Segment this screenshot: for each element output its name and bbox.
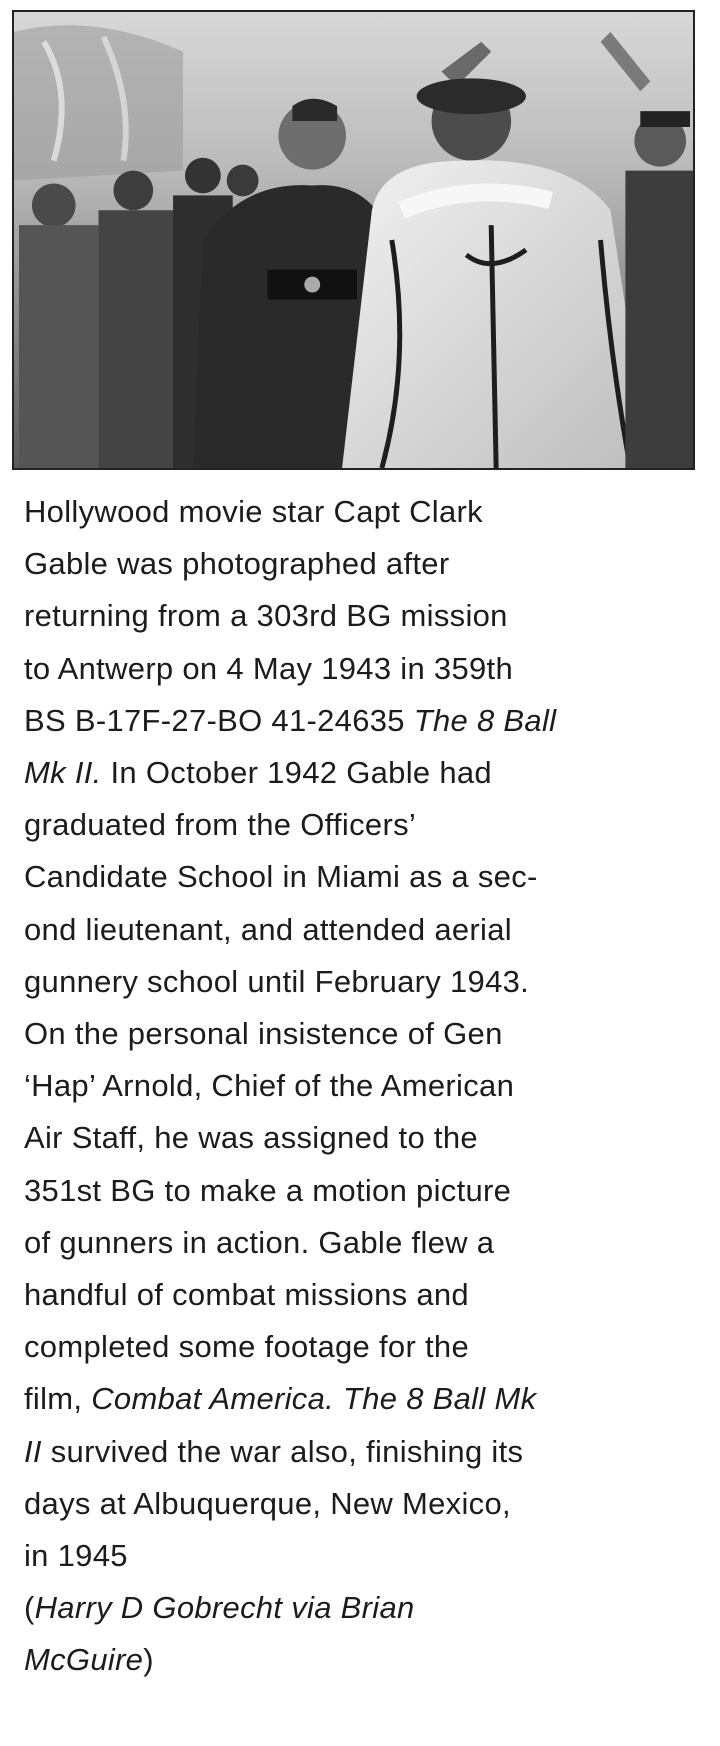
caption-line: [24, 1582, 714, 1634]
caption-line: [24, 1112, 714, 1164]
caption-text: Air Staff, he was assigned to the: [24, 1120, 478, 1156]
caption-text: ‘Hap’ Arnold, Chief of the American: [24, 1068, 515, 1104]
caption-italic-text: II: [24, 1433, 42, 1469]
caption-text: (: [24, 1590, 35, 1626]
caption-italic-text: The 8 Ball: [413, 702, 557, 738]
caption-line: [24, 1478, 714, 1530]
caption-line: [24, 538, 714, 590]
caption-text: days at Albuquerque, New Mexico,: [24, 1485, 511, 1521]
caption-text: of gunners in action. Gable flew a: [24, 1224, 495, 1260]
caption-text: Candidate School in Miami as a sec-: [24, 859, 538, 895]
caption-text: gunnery school until February 1943.: [24, 963, 530, 999]
caption-line: [24, 1530, 714, 1582]
caption-line: [24, 1165, 714, 1217]
caption-italic-text: Harry D Gobrecht via Brian: [34, 1590, 415, 1626]
caption-line: [24, 486, 714, 538]
caption-italic-text: Combat America. The 8 Ball Mk: [91, 1381, 537, 1417]
caption-italic-text: McGuire: [24, 1642, 144, 1678]
caption-line: [24, 747, 714, 799]
caption-text: completed some footage for the: [24, 1329, 469, 1365]
photo-caption: [24, 486, 714, 1687]
photo-illustration: [14, 12, 693, 468]
caption-text: film,: [24, 1381, 92, 1417]
caption-line: [24, 1373, 714, 1425]
caption-line: [24, 1217, 714, 1269]
caption-line: [24, 695, 714, 747]
caption-line: [24, 1321, 714, 1373]
caption-line: [24, 1634, 714, 1686]
caption-text: 351st BG to make a motion picture: [24, 1172, 512, 1208]
caption-text: survived the war also, finishing its: [41, 1433, 524, 1469]
caption-line: [24, 956, 714, 1008]
caption-line: [24, 799, 714, 851]
caption-line: [24, 1426, 714, 1478]
photograph: [12, 10, 695, 470]
caption-text: returning from a 303rd BG mission: [24, 598, 508, 634]
caption-line: [24, 1060, 714, 1112]
caption-text: In October 1942 Gable had: [101, 755, 492, 791]
caption-line: [24, 851, 714, 903]
caption-line: [24, 1269, 714, 1321]
caption-line: [24, 643, 714, 695]
caption-line: [24, 590, 714, 642]
caption-text: Gable was photographed after: [24, 546, 450, 582]
caption-text: BS B-17F-27-BO 41-24635: [24, 702, 414, 738]
caption-text: Hollywood movie star Capt Clark: [24, 494, 483, 529]
caption-text: ): [143, 1642, 154, 1678]
caption-text: handful of combat missions and: [24, 1277, 469, 1313]
caption-text: ond lieutenant, and attended aerial: [24, 911, 512, 947]
caption-text: to Antwerp on 4 May 1943 in 359th: [24, 650, 514, 686]
caption-line: [24, 1008, 714, 1060]
caption-text: in 1945: [24, 1538, 128, 1574]
caption-text: On the personal insistence of Gen: [24, 1016, 503, 1052]
caption-italic-text: Mk II.: [24, 755, 102, 791]
caption-line: [24, 904, 714, 956]
caption-text: graduated from the Officers’: [24, 807, 417, 843]
